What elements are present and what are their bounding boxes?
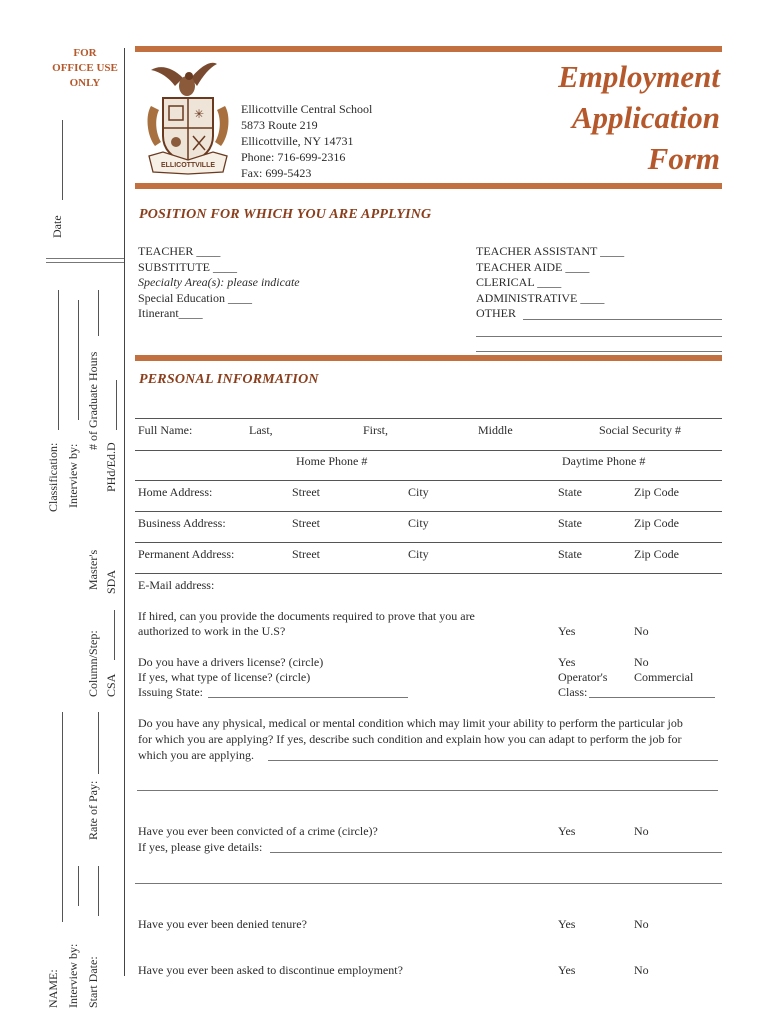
crime-details-field-1[interactable] (270, 852, 722, 853)
position-substitute[interactable]: SUBSTITUTE ____ (138, 259, 237, 274)
crime-yes[interactable]: Yes (558, 824, 576, 838)
position-special-education[interactable]: Special Education ____ (138, 290, 252, 305)
office-line-2: OFFICE USE (52, 62, 118, 74)
first-name-label: First, (363, 423, 389, 437)
crime-no[interactable]: No (634, 824, 649, 838)
crest-banner-text: ELLICOTTVILLE (160, 162, 216, 169)
form-title (558, 56, 720, 179)
business-city-label: City (408, 516, 429, 530)
middle-name-label: Middle (478, 423, 513, 437)
permanent-street-label: Street (292, 547, 320, 561)
position-other[interactable]: OTHER (476, 306, 516, 320)
school-info (241, 101, 372, 181)
row-line-3[interactable] (135, 480, 722, 481)
business-street-label: Street (292, 516, 320, 530)
permanent-state-label: State (558, 547, 582, 561)
condition-field-line-1[interactable] (268, 760, 718, 761)
school-phone: Phone: 716-699-2316 (241, 150, 346, 164)
last-name-label: Last, (249, 423, 273, 437)
title-line-2: Application (571, 100, 720, 135)
issuing-state-label: Issuing State: (138, 685, 203, 699)
personal-section-bar (135, 355, 722, 361)
auth-yes[interactable]: Yes (558, 624, 576, 638)
title-line-1: Employment (558, 59, 720, 94)
ssn-label: Social Security # (599, 423, 681, 437)
office-line-3: ONLY (69, 77, 101, 89)
discontinue-no[interactable]: No (634, 963, 649, 977)
position-itinerant[interactable]: Itinerant____ (138, 306, 203, 320)
date-field-line[interactable] (62, 120, 63, 200)
position-teacher[interactable]: TEACHER ____ (138, 244, 221, 258)
column-step-label: Column/Step: (86, 630, 100, 697)
csa-field-line[interactable] (114, 610, 115, 660)
class-field[interactable] (589, 697, 715, 698)
personal-heading: PERSONAL INFORMATION (139, 372, 319, 387)
interview-field-line-1[interactable] (78, 300, 79, 420)
other-field-line[interactable] (523, 319, 722, 320)
row-line-2[interactable] (135, 450, 722, 451)
sidebar-rule-2 (46, 262, 124, 263)
license-no[interactable]: No (634, 655, 649, 669)
discontinue-yes[interactable]: Yes (558, 963, 576, 977)
license-yes[interactable]: Yes (558, 655, 576, 669)
school-name: Ellicottville Central School (241, 102, 373, 116)
graduate-hours-field-line[interactable] (98, 290, 99, 336)
tenure-yes[interactable]: Yes (558, 917, 576, 931)
discontinue-question: Have you ever been asked to discontinue employment? (138, 963, 403, 977)
class-label: Class: (558, 685, 588, 699)
rate-field-line[interactable] (98, 712, 99, 774)
home-address-label: Home Address: (138, 485, 213, 499)
tenure-question: Have you ever been denied tenure? (138, 917, 307, 931)
permanent-city-label: City (408, 547, 429, 561)
issuing-state-field[interactable] (208, 697, 408, 698)
school-city: Ellicottville, NY 14731 (241, 134, 354, 148)
position-administrative[interactable]: ADMINISTRATIVE ____ (476, 290, 605, 305)
classification-field-line[interactable] (58, 290, 59, 430)
home-zip-label: Zip Code (634, 485, 679, 499)
license-type-question: If yes, what type of license? (circle) (138, 670, 311, 684)
permanent-zip-label: Zip Code (634, 547, 679, 561)
sda-label: SDA (104, 569, 118, 594)
condition-field-line-2[interactable] (137, 790, 718, 791)
row-line-6[interactable] (135, 573, 722, 574)
tenure-no[interactable]: No (634, 917, 649, 931)
header-bottom-bar (135, 183, 722, 189)
position-clerical[interactable]: CLERICAL ____ (476, 275, 562, 289)
interview-field-line-2[interactable] (78, 866, 79, 906)
business-zip-label: Zip Code (634, 516, 679, 530)
row-line-1 (135, 418, 722, 419)
position-specialty: Specialty Area(s): please indicate (138, 275, 300, 289)
start-date-label: Start Date: (86, 956, 100, 1008)
start-date-field-line[interactable] (98, 866, 99, 916)
interview-by-label-2: Interview by: (66, 943, 80, 1008)
office-use-label (42, 46, 128, 91)
classification-label: Classification: (46, 442, 60, 512)
license-commercial[interactable]: Commercial (634, 670, 694, 684)
email-label: E-Mail address: (138, 578, 215, 592)
row-line-5[interactable] (135, 542, 722, 543)
home-phone-label: Home Phone # (296, 454, 368, 468)
school-crest-logo (143, 56, 233, 180)
svg-text:✳: ✳ (193, 107, 205, 121)
home-state-label: State (558, 485, 582, 499)
interview-by-label-1: Interview by: (66, 443, 80, 508)
sidebar-long-line (62, 712, 63, 922)
position-right-list (476, 244, 624, 322)
school-street: 5873 Route 219 (241, 118, 318, 132)
date-label: Date (50, 215, 64, 238)
phd-label: PHd/Ed.D (104, 442, 118, 492)
csa-label: CSA (104, 673, 118, 697)
crime-details-label: If yes, please give details: (138, 840, 263, 854)
school-fax: Fax: 699-5423 (241, 166, 312, 180)
title-line-3: Form (647, 141, 720, 176)
position-left-list (138, 244, 300, 322)
crime-question: Have you ever been convicted of a crime (circle)? (138, 824, 378, 838)
auth-no[interactable]: No (634, 624, 649, 638)
position-heading: POSITION FOR WHICH YOU ARE APPLYING (139, 207, 432, 222)
crime-details-field-2[interactable] (135, 883, 722, 884)
business-address-label: Business Address: (138, 516, 226, 530)
license-operators[interactable]: Operator's (558, 670, 608, 684)
condition-question-line1: Do you have any physical, medical or mental condition which may limit your ability to perform the particular job (138, 716, 683, 730)
name-label: NAME: (46, 969, 60, 1008)
home-city-label: City (408, 485, 429, 499)
position-teacher-assistant[interactable]: TEACHER ASSISTANT ____ (476, 244, 625, 258)
other-extra-line-2[interactable] (476, 351, 722, 352)
business-state-label: State (558, 516, 582, 530)
rate-of-pay-label: Rate of Pay: (86, 780, 100, 840)
phd-field-line[interactable] (116, 380, 117, 430)
position-teacher-aide[interactable]: TEACHER AIDE ____ (476, 259, 590, 274)
full-name-label: Full Name: (138, 423, 193, 437)
license-question: Do you have a drivers license? (circle) (138, 655, 324, 669)
home-street-label: Street (292, 485, 320, 499)
header-top-bar (135, 46, 722, 52)
other-extra-line-1[interactable] (476, 336, 722, 337)
office-line-1: FOR (73, 47, 97, 59)
daytime-phone-label: Daytime Phone # (562, 454, 646, 468)
row-line-4[interactable] (135, 511, 722, 512)
condition-question-line2: for which you are applying? If yes, describe such condition and explain how you can adapt to perform the job for (138, 732, 682, 746)
graduate-hours-label: # of Graduate Hours (86, 351, 100, 450)
auth-question-line1: If hired, can you provide the documents required to prove that you are (138, 609, 475, 623)
condition-question-line3: which you are applying. (138, 748, 254, 762)
permanent-address-label: Permanent Address: (138, 547, 235, 561)
sidebar-rule-1 (46, 258, 124, 259)
sidebar-divider (124, 48, 125, 976)
masters-label: Master's (86, 549, 100, 590)
auth-question-line2: authorized to work in the U.S? (138, 624, 286, 638)
